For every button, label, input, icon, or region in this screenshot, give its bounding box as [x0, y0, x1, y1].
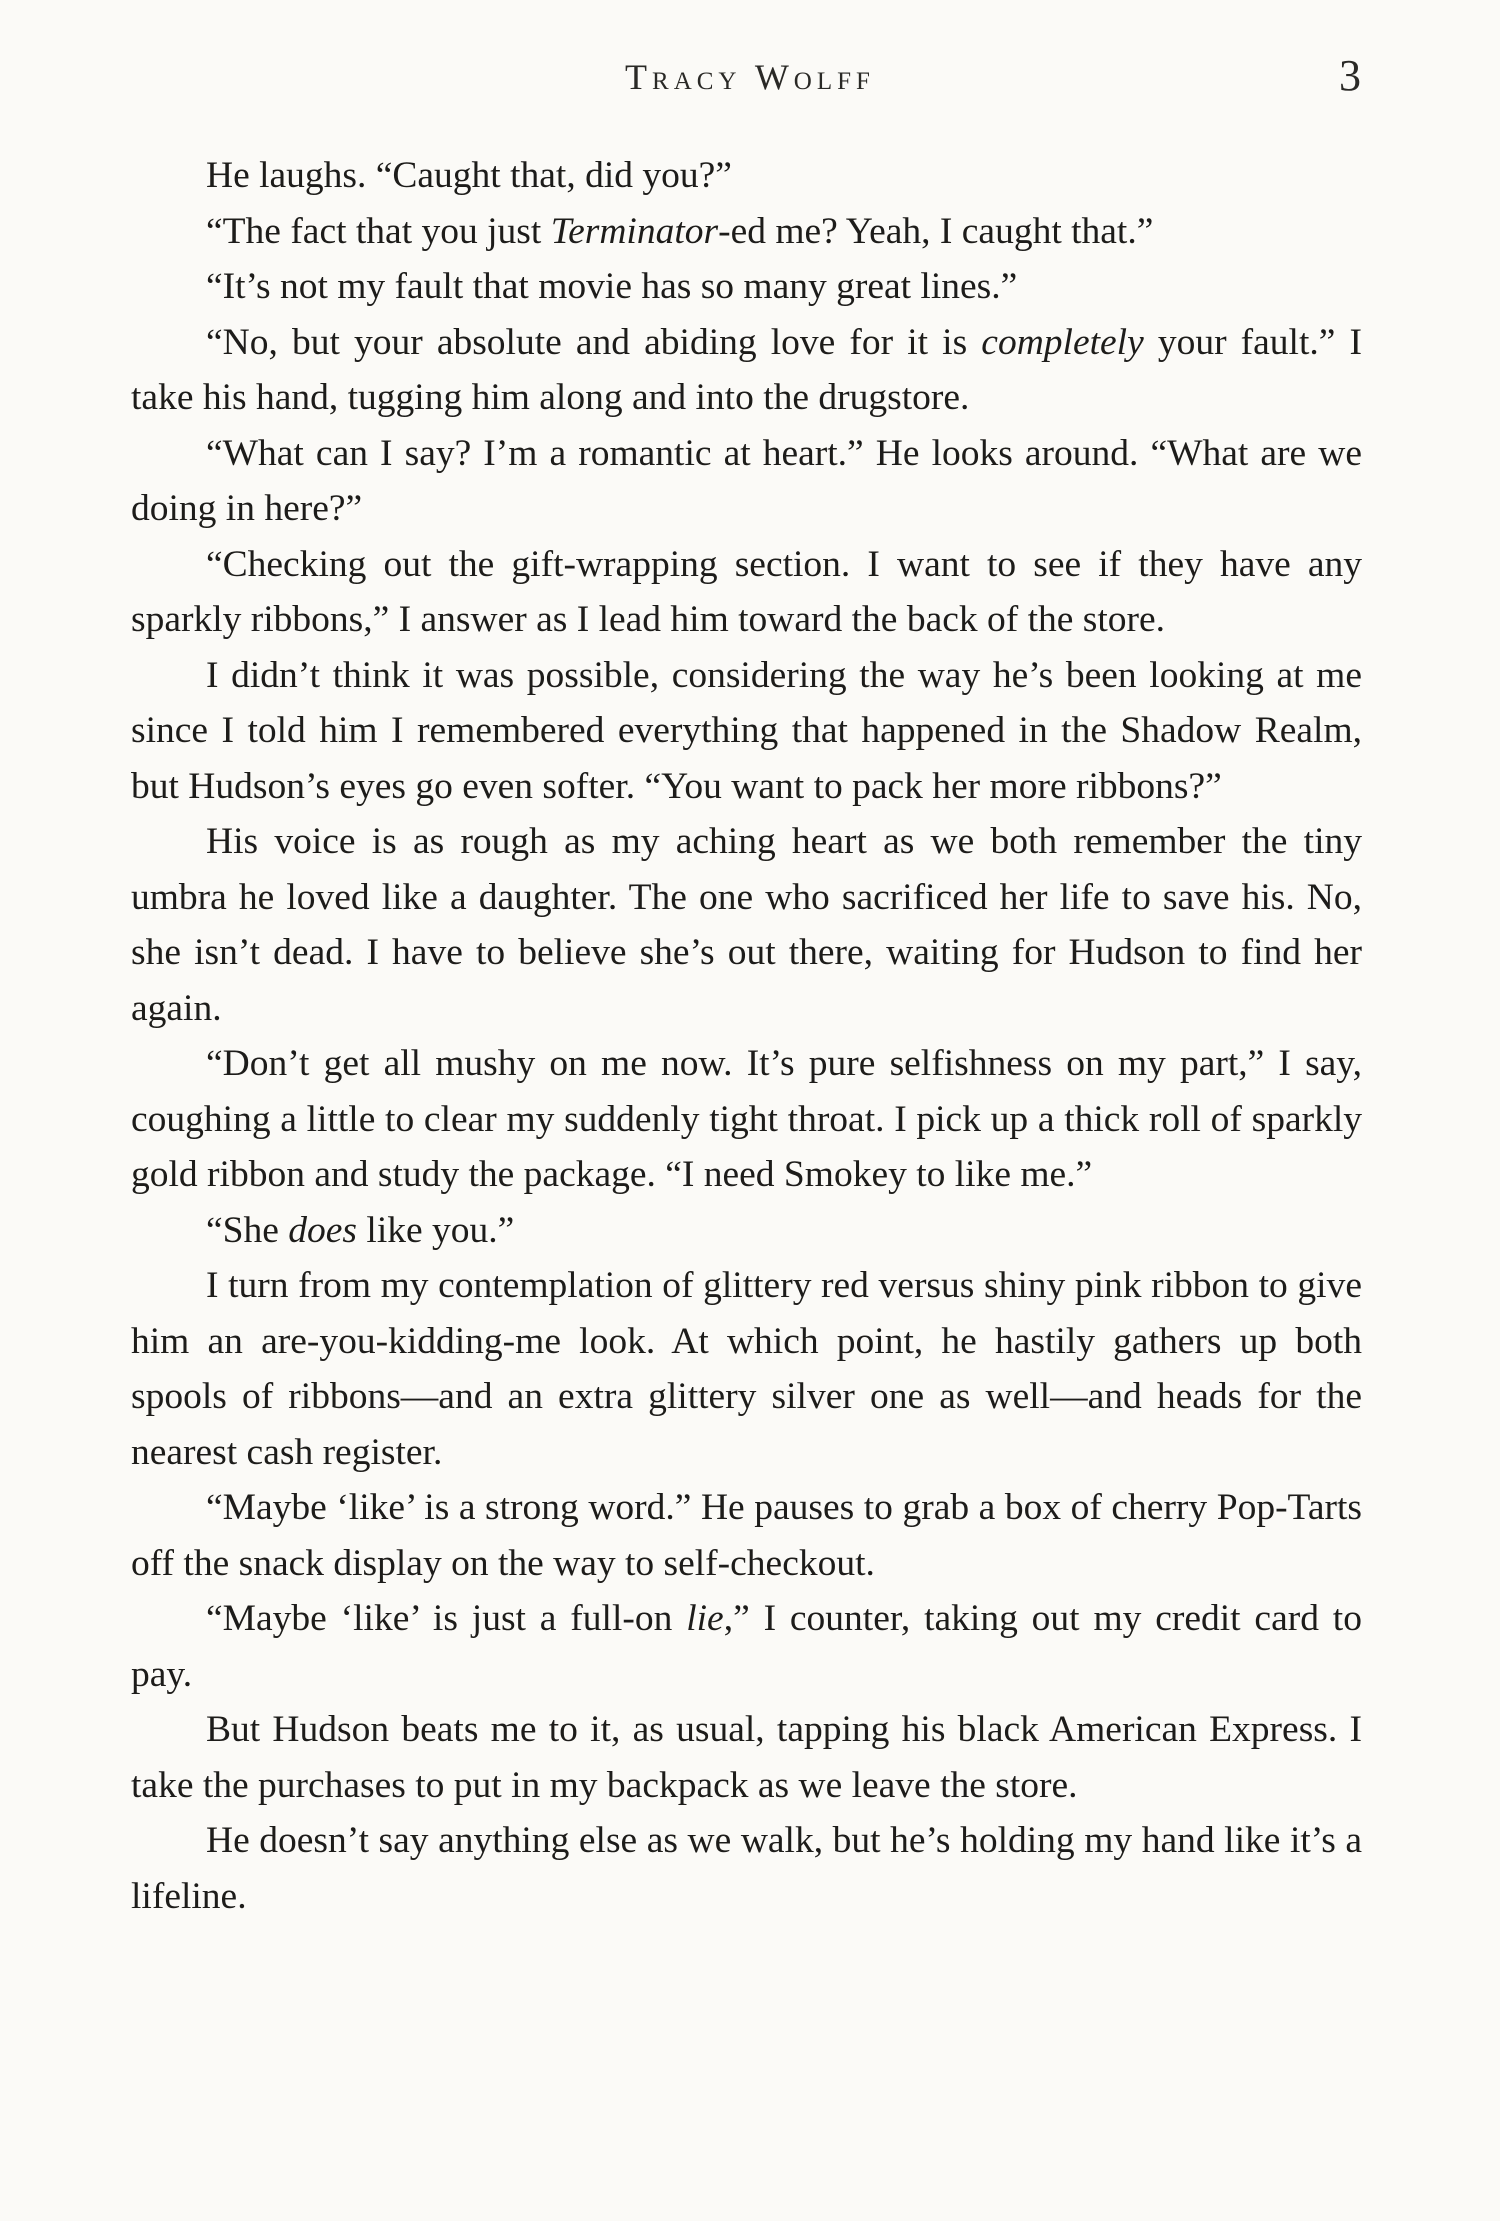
paragraph: I turn from my contemplation of glittery red versus shiny pink ribbon to give him an are-you-kidding-me look. At which point, he hastily gathers up both spools of ribbons—and an extra glittery silver one as well—and heads for the nearest cash register.	[131, 1265, 1362, 1473]
italic-emphasis: does	[288, 1209, 358, 1251]
running-head-author: Tracy Wolff	[625, 57, 875, 97]
body-text	[131, 148, 1362, 1924]
page-number: 3	[1339, 51, 1361, 100]
paragraph: But Hudson beats me to it, as usual, tapping his black American Express. I take the purchases to put in my backpack as we leave the store.	[131, 1709, 1362, 1806]
running-head	[0, 51, 1500, 116]
paragraph: “The fact that you just Terminator-ed me? Yeah, I caught that.”	[206, 210, 1154, 252]
paragraph: His voice is as rough as my aching heart as we both remember the tiny umbra he loved like a daughter. The one who sacrificed her life to save his. No, she isn’t dead. I have to believe she’s out there, waiting for Hudson to find her again.	[131, 821, 1362, 1029]
italic-title: Terminator	[550, 210, 719, 252]
paragraph: “She does like you.”	[206, 1209, 515, 1251]
paragraph: “Checking out the gift-wrapping section. I want to see if they have any sparkly ribbons,” I answer as I lead him toward the back of the store.	[131, 543, 1362, 640]
paragraph: I didn’t think it was possible, considering the way he’s been looking at me since I told him I remembered everything that happened in the Shadow Realm, but Hudson’s eyes go even softer. “You want to pack her more ribbons?”	[131, 654, 1362, 807]
italic-emphasis: lie	[686, 1598, 724, 1639]
paragraph: He doesn’t say anything else as we walk, but he’s holding my hand like it’s a lifeline.	[131, 1820, 1362, 1917]
paragraph: He laughs. “Caught that, did you?”	[206, 155, 732, 196]
paragraph: “It’s not my fault that movie has so many great lines.”	[206, 266, 1018, 307]
paragraph: “Maybe ‘like’ is a strong word.” He pauses to grab a box of cherry Pop-Tarts off the snack display on the way to self-checkout.	[131, 1487, 1362, 1584]
paragraph: “Maybe ‘like’ is just a full-on lie,” I counter, taking out my credit card to pay.	[131, 1598, 1362, 1695]
italic-emphasis: completely	[981, 321, 1144, 363]
paragraph: “No, but your absolute and abiding love for it is completely your fault.” I take his hand, tugging him along and into the drugstore.	[131, 321, 1362, 418]
paragraph: “What can I say? I’m a romantic at heart.” He looks around. “What are we doing in here?”	[131, 432, 1362, 529]
paragraph: “Don’t get all mushy on me now. It’s pure selfishness on my part,” I say, coughing a little to clear my suddenly tight throat. I pick up a thick roll of sparkly gold ribbon and study the package. “I need Smokey to like me.”	[131, 1043, 1362, 1195]
